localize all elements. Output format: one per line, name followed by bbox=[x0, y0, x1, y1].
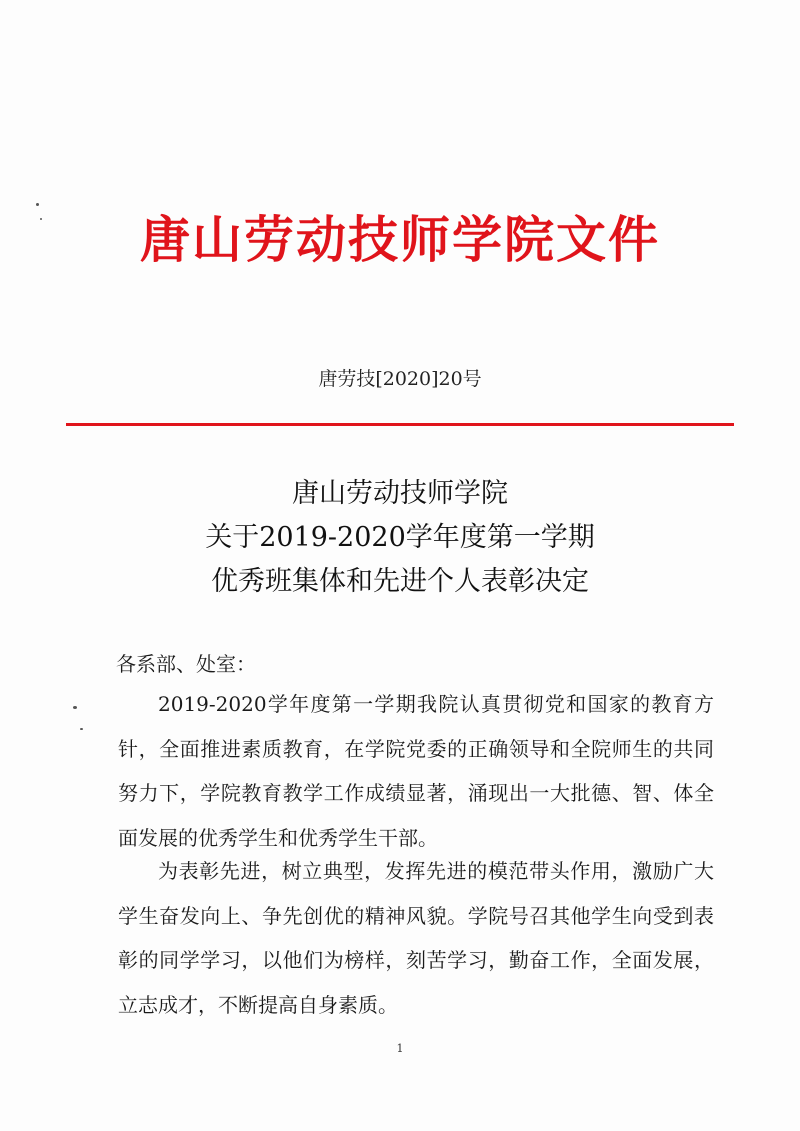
body-paragraph-1: 2019-2020学年度第一学期我院认真贯彻党和国家的教育方针，全面推进素质教育，在学院党委的正确领导和全院师生的共同努力下，学院教育教学工作成绩显著，涌现出一大批德、智、体全面发展的优秀学生和优秀学生干部。 bbox=[118, 692, 714, 850]
document-number: 唐劳技[2020]20号 bbox=[318, 368, 482, 390]
body-paragraph-2: 为表彰先进，树立典型，发挥先进的模范带头作用，激励广大学生奋发向上、争先创优的精神风貌。学院号召其他学生向受到表彰的同学学习，以他们为榜样，刻苦学习，勤奋工作，全面发展，立志成才，不断提高自身素质。 bbox=[118, 859, 714, 1017]
page-number: 1 bbox=[396, 1042, 404, 1055]
scan-speck bbox=[73, 706, 77, 709]
decision-title bbox=[0, 472, 800, 604]
title-line-2: 关于2019-2020学年度第一学期 bbox=[205, 522, 595, 553]
scan-speck bbox=[80, 728, 83, 730]
title-line-1: 唐山劳动技师学院 bbox=[292, 478, 508, 509]
title-line-3: 优秀班集体和先进个人表彰决定 bbox=[211, 566, 589, 597]
salutation: 各系部、处室： bbox=[116, 652, 256, 676]
document-header-title: 唐山劳动技师学院文件 bbox=[140, 211, 660, 269]
red-divider-rule bbox=[66, 423, 734, 426]
